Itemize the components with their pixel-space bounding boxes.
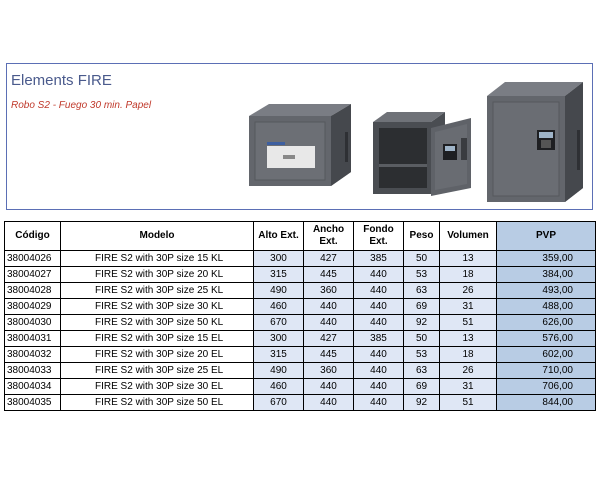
cell-peso: 53 <box>404 347 440 363</box>
cell-pvp: 576,00 <box>497 331 596 347</box>
cell-alto: 490 <box>254 283 304 299</box>
cell-pvp: 493,00 <box>497 283 596 299</box>
cell-ancho: 440 <box>304 315 354 331</box>
table-row <box>5 267 596 283</box>
cell-pvp: 359,00 <box>497 251 596 267</box>
cell-peso: 92 <box>404 395 440 411</box>
cell-volumen: 51 <box>440 395 497 411</box>
cell-alto: 460 <box>254 299 304 315</box>
product-banner <box>6 63 593 210</box>
cell-ancho: 360 <box>304 283 354 299</box>
cell-volumen: 18 <box>440 267 497 283</box>
cell-pvp: 602,00 <box>497 347 596 363</box>
table-row <box>5 315 596 331</box>
cell-pvp: 844,00 <box>497 395 596 411</box>
cell-peso: 50 <box>404 251 440 267</box>
cell-alto: 460 <box>254 379 304 395</box>
cell-fondo: 440 <box>354 363 404 379</box>
cell-peso: 92 <box>404 315 440 331</box>
cell-fondo: 440 <box>354 315 404 331</box>
table-row <box>5 299 596 315</box>
cell-ancho: 440 <box>304 395 354 411</box>
cell-alto: 315 <box>254 347 304 363</box>
cell-ancho: 445 <box>304 347 354 363</box>
cell-codigo: 38004032 <box>5 347 61 363</box>
cell-codigo: 38004026 <box>5 251 61 267</box>
cell-modelo: FIRE S2 with 30P size 20 EL <box>61 347 254 363</box>
header-peso: Peso <box>404 222 440 251</box>
cell-volumen: 13 <box>440 331 497 347</box>
cell-peso: 69 <box>404 299 440 315</box>
cell-fondo: 440 <box>354 267 404 283</box>
safe-open-electronic-icon <box>371 108 483 198</box>
product-spec-table <box>4 221 596 411</box>
header-ancho: Ancho Ext. <box>304 222 354 251</box>
cell-peso: 69 <box>404 379 440 395</box>
cell-codigo: 38004035 <box>5 395 61 411</box>
cell-ancho: 427 <box>304 251 354 267</box>
cell-fondo: 385 <box>354 251 404 267</box>
cell-codigo: 38004028 <box>5 283 61 299</box>
table-row <box>5 379 596 395</box>
cell-ancho: 445 <box>304 267 354 283</box>
cell-modelo: FIRE S2 with 30P size 25 KL <box>61 283 254 299</box>
cell-codigo: 38004030 <box>5 315 61 331</box>
cell-volumen: 51 <box>440 315 497 331</box>
header-codigo: Código <box>5 222 61 251</box>
cell-alto: 315 <box>254 267 304 283</box>
cell-ancho: 440 <box>304 379 354 395</box>
cell-pvp: 710,00 <box>497 363 596 379</box>
cell-ancho: 440 <box>304 299 354 315</box>
cell-volumen: 13 <box>440 251 497 267</box>
table-row <box>5 363 596 379</box>
cell-pvp: 706,00 <box>497 379 596 395</box>
header-volumen: Volumen <box>440 222 497 251</box>
header-modelo: Modelo <box>61 222 254 251</box>
header-fondo: Fondo Ext. <box>354 222 404 251</box>
cell-codigo: 38004031 <box>5 331 61 347</box>
cell-ancho: 360 <box>304 363 354 379</box>
cell-fondo: 440 <box>354 395 404 411</box>
cell-alto: 490 <box>254 363 304 379</box>
table-row <box>5 251 596 267</box>
cell-modelo: FIRE S2 with 30P size 25 EL <box>61 363 254 379</box>
header-pvp: PVP <box>497 222 596 251</box>
cell-volumen: 26 <box>440 363 497 379</box>
cell-peso: 50 <box>404 331 440 347</box>
cell-modelo: FIRE S2 with 30P size 50 KL <box>61 315 254 331</box>
table-row <box>5 283 596 299</box>
cell-fondo: 440 <box>354 379 404 395</box>
cell-modelo: FIRE S2 with 30P size 20 KL <box>61 267 254 283</box>
cell-fondo: 385 <box>354 331 404 347</box>
cell-fondo: 440 <box>354 283 404 299</box>
banner-title: Elements FIRE <box>11 72 112 89</box>
cell-peso: 63 <box>404 363 440 379</box>
cell-alto: 670 <box>254 395 304 411</box>
cell-codigo: 38004029 <box>5 299 61 315</box>
cell-pvp: 626,00 <box>497 315 596 331</box>
cell-alto: 300 <box>254 331 304 347</box>
cell-volumen: 31 <box>440 379 497 395</box>
cell-volumen: 18 <box>440 347 497 363</box>
cell-codigo: 38004033 <box>5 363 61 379</box>
cell-volumen: 26 <box>440 283 497 299</box>
table-header-row <box>5 222 596 251</box>
cell-ancho: 427 <box>304 331 354 347</box>
cell-peso: 63 <box>404 283 440 299</box>
header-alto: Alto Ext. <box>254 222 304 251</box>
table-body <box>5 251 596 411</box>
cell-fondo: 440 <box>354 347 404 363</box>
table-row <box>5 331 596 347</box>
cell-alto: 670 <box>254 315 304 331</box>
table-row <box>5 395 596 411</box>
cell-modelo: FIRE S2 with 30P size 30 KL <box>61 299 254 315</box>
cell-pvp: 384,00 <box>497 267 596 283</box>
cell-codigo: 38004027 <box>5 267 61 283</box>
cell-volumen: 31 <box>440 299 497 315</box>
cell-alto: 300 <box>254 251 304 267</box>
banner-subtitle: Robo S2 - Fuego 30 min. Papel <box>11 100 152 111</box>
cell-codigo: 38004034 <box>5 379 61 395</box>
cell-modelo: FIRE S2 with 30P size 30 EL <box>61 379 254 395</box>
cell-pvp: 488,00 <box>497 299 596 315</box>
cell-fondo: 440 <box>354 299 404 315</box>
cell-modelo: FIRE S2 with 30P size 50 EL <box>61 395 254 411</box>
table-row <box>5 347 596 363</box>
cell-peso: 53 <box>404 267 440 283</box>
cell-modelo: FIRE S2 with 30P size 15 EL <box>61 331 254 347</box>
safe-tall-electronic-icon <box>485 80 589 206</box>
cell-modelo: FIRE S2 with 30P size 15 KL <box>61 251 254 267</box>
safe-closed-keylock-icon <box>245 102 357 194</box>
